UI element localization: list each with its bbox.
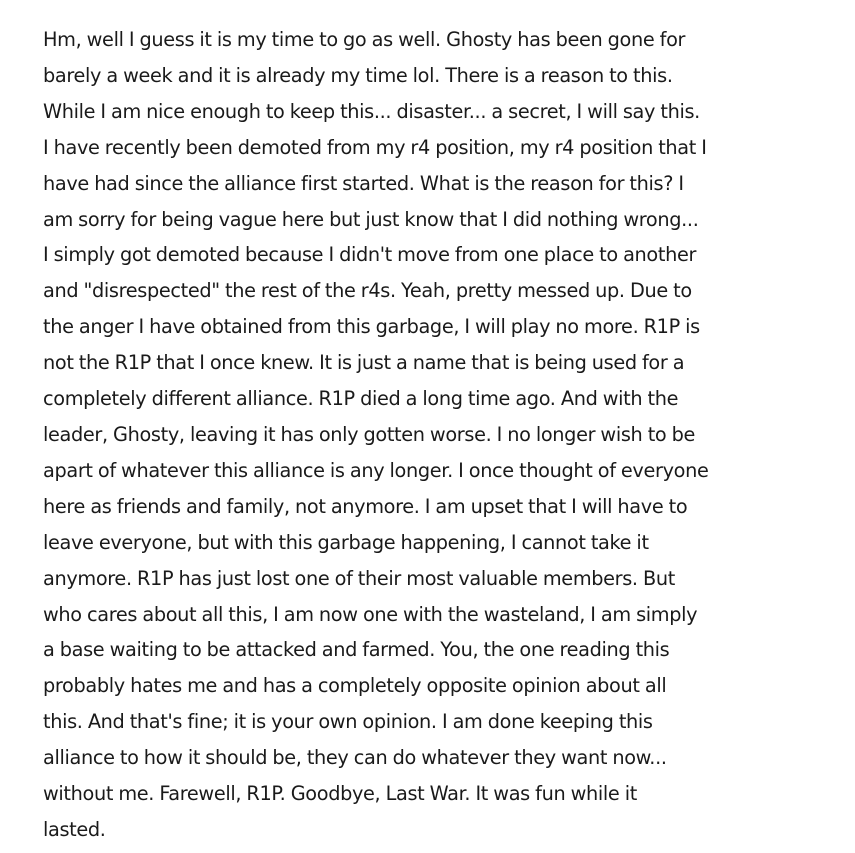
text-line-18: a base waiting to be attacked and farmed. You, the one reading this xyxy=(43,638,670,662)
text-line-17: who cares about all this, I am now one with the wasteland, I am simply xyxy=(43,602,698,626)
text-line-22: without me. Farewell, R1P. Goodbye, Last War. It was fun while it xyxy=(43,782,637,806)
text-line-13: apart of whatever this alliance is any longer. I once thought of everyone xyxy=(43,458,709,482)
text-line-9: the anger I have obtained from this garbage, I will play no more. R1P is xyxy=(43,315,700,339)
text-line-19: probably hates me and has a completely opposite opinion about all xyxy=(43,674,667,698)
text-line-2: barely a week and it is already my time lol. There is a reason to this. xyxy=(43,63,673,87)
text-line-12: leader, Ghosty, leaving it has only gotten worse. I no longer wish to be xyxy=(43,422,696,446)
text-line-15: leave everyone, but with this garbage happening, I cannot take it xyxy=(43,530,649,554)
text-line-11: completely different alliance. R1P died a long time ago. And with the xyxy=(43,387,679,411)
text-line-4: I have recently been demoted from my r4 position, my r4 position that I xyxy=(43,135,707,159)
text-line-3: While I am nice enough to keep this... disaster... a secret, I will say this. xyxy=(43,99,700,123)
text-line-10: not the R1P that I once knew. It is just a name that is being used for a xyxy=(43,351,685,375)
message-text xyxy=(43,22,843,848)
text-line-6: am sorry for being vague here but just know that I did nothing wrong... xyxy=(43,207,699,231)
text-line-21: alliance to how it should be, they can do whatever they want now... xyxy=(43,746,667,770)
text-line-8: and "disrespected" the rest of the r4s. Yeah, pretty messed up. Due to xyxy=(43,279,692,303)
text-line-5: have had since the alliance first started. What is the reason for this? I xyxy=(43,171,684,195)
text-line-16: anymore. R1P has just lost one of their most valuable members. But xyxy=(43,566,675,590)
text-line-14: here as friends and family, not anymore. I am upset that I will have to xyxy=(43,494,688,518)
text-line-7: I simply got demoted because I didn't move from one place to another xyxy=(43,243,697,267)
text-line-1: Hm, well I guess it is my time to go as well. Ghosty has been gone for xyxy=(43,28,686,51)
text-line-23: lasted. xyxy=(43,817,106,841)
text-line-20: this. And that's fine; it is your own opinion. I am done keeping this xyxy=(43,710,653,734)
